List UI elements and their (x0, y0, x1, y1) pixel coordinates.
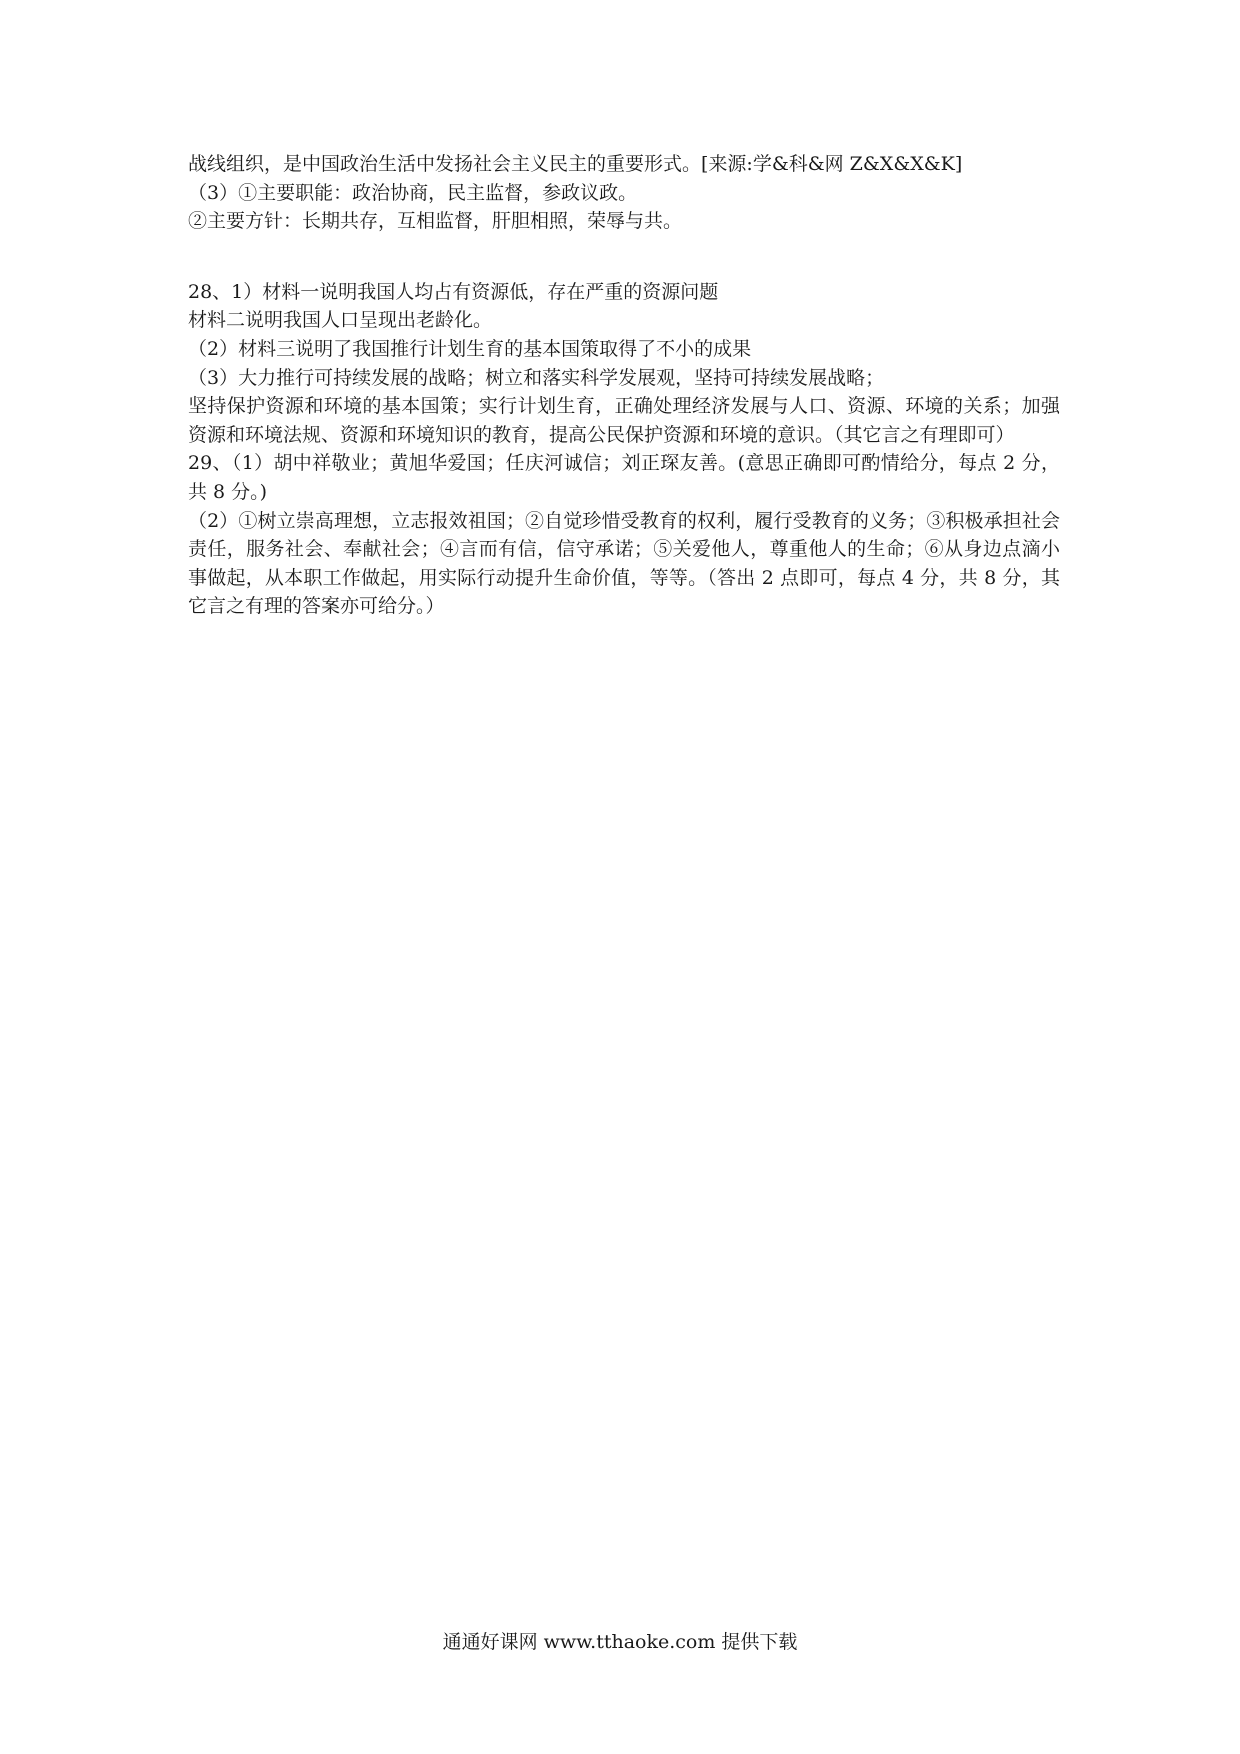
paragraph-line: ②主要方针：长期共存，互相监督，肝胆相照，荣辱与共。 (188, 210, 683, 233)
paragraph-gap (188, 236, 1060, 278)
paragraph-line: （2）材料三说明了我国推行计划生育的基本国策取得了不小的成果 (188, 337, 752, 360)
paragraph-line: （3）①主要职能：政治协商，民主监督，参政议政。 (188, 181, 638, 204)
paragraph-block: （2）①树立崇高理想，立志报效祖国；②自觉珍惜受教育的权利，履行受教育的义务；③积极承担社会责任，服务社会、奉献社会；④言而有信，信守承诺；⑤关爱他人，尊重他人的生命；⑥从身边点滴小事做起，从本职工作做起，用实际行动提升生命价值，等等。（答出 2 点即可，每点 4 分，共 8 分，其它言之有理的答案亦可给分。） (188, 509, 1060, 618)
page-footer: 通通好课网 www.tthaoke.com 提供下载 (442, 1631, 798, 1653)
paragraph-line: （3）大力推行可持续发展的战略；树立和落实科学发展观，坚持可持续发展战略； (188, 366, 885, 389)
paragraph-block: 坚持保护资源和环境的基本国策；实行计划生育，正确处理经济发展与人口、资源、环境的关系；加强资源和环境法规、资源和环境知识的教育，提高公民保护资源和环境的意识。（其它言之有理即可） (188, 395, 1060, 446)
paragraph-line: 材料二说明我国人口呈现出老龄化。 (188, 309, 493, 332)
paragraph-line: 28、1）材料一说明我国人均占有资源低，存在严重的资源问题 (188, 280, 719, 303)
paragraph-block: 29、（1）胡中祥敬业；黄旭华爱国；任庆河诚信；刘正琛友善。(意思正确即可酌情给分，每点 2 分，共 8 分。) (188, 452, 1060, 503)
answer-text (188, 150, 1060, 621)
paragraph-line: 战线组织，是中国政治生活中发扬社会主义民主的重要形式。[来源:学&科&网 Z&X&X&K] (188, 153, 963, 175)
